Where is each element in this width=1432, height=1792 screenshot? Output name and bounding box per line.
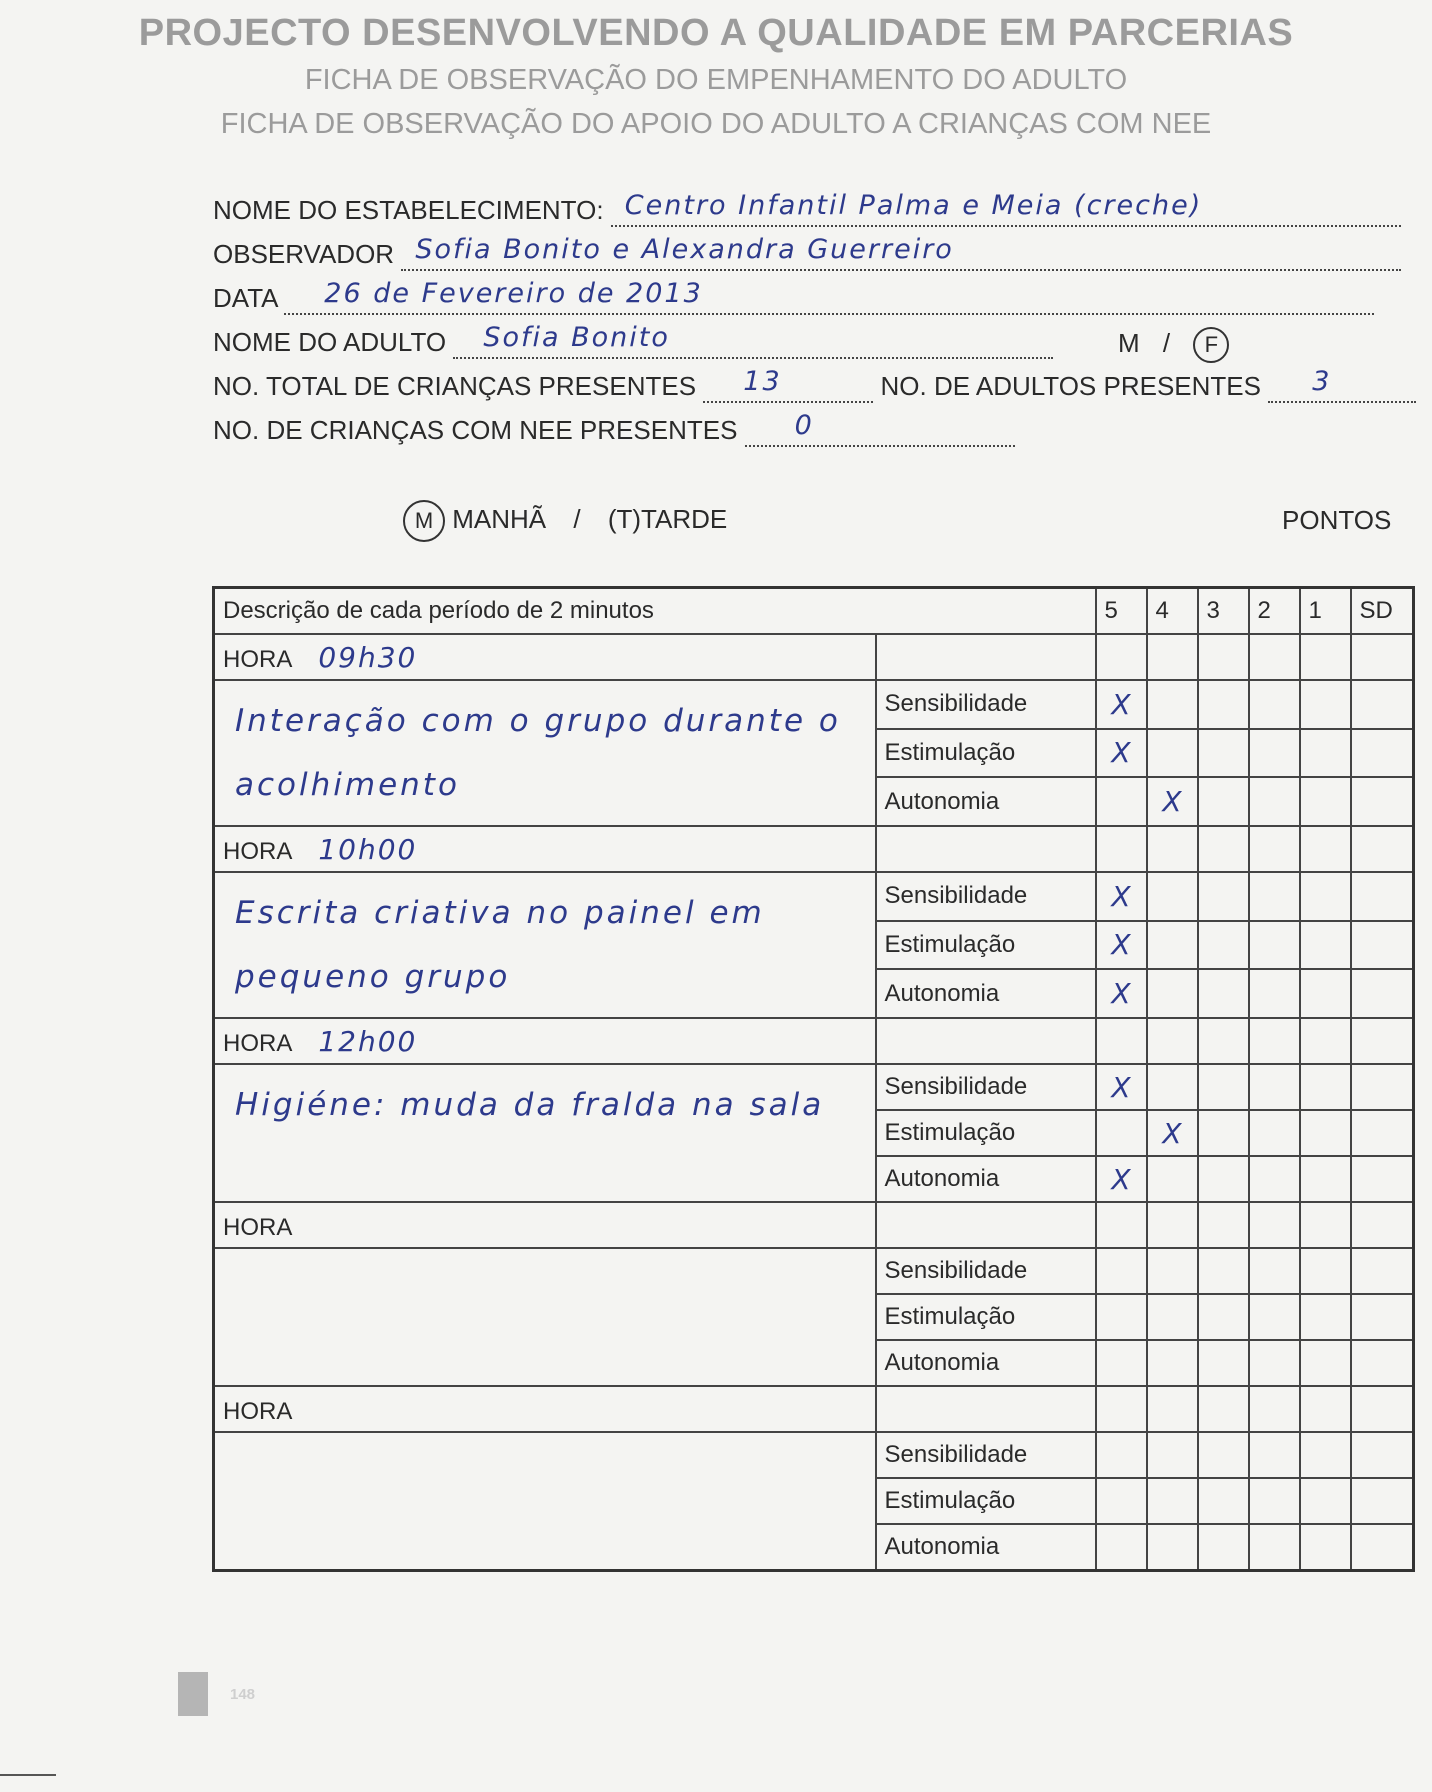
score-cell-2[interactable] bbox=[1249, 680, 1300, 729]
score-cell-2[interactable] bbox=[1249, 1110, 1300, 1156]
hora-score-cell bbox=[1198, 634, 1249, 680]
criterion-row bbox=[214, 1248, 1414, 1294]
score-mark: X bbox=[1111, 928, 1131, 962]
period-description[interactable] bbox=[214, 1248, 876, 1386]
score-cell-5[interactable] bbox=[1096, 777, 1147, 826]
sexo-selector bbox=[1118, 327, 1229, 363]
criterion-label: Estimulação bbox=[876, 729, 1096, 778]
score-cell-sd[interactable] bbox=[1351, 777, 1414, 826]
score-mark: X bbox=[1111, 1162, 1131, 1196]
hora-row bbox=[214, 1018, 1414, 1064]
score-cell-5[interactable] bbox=[1096, 1156, 1147, 1202]
criterion-label: Autonomia bbox=[876, 777, 1096, 826]
score-cell-5[interactable] bbox=[1096, 680, 1147, 729]
criterion-label: Sensibilidade bbox=[876, 872, 1096, 921]
criterion-label: Estimulação bbox=[876, 921, 1096, 970]
score-mark: X bbox=[1111, 879, 1131, 913]
total-criancas-label: NO. TOTAL DE CRIANÇAS PRESENTES bbox=[213, 371, 697, 401]
score-cell-sd[interactable] bbox=[1351, 1432, 1414, 1478]
score-cell-5[interactable] bbox=[1096, 1064, 1147, 1110]
score-cell-5[interactable] bbox=[1096, 1248, 1147, 1294]
score-cell-1[interactable] bbox=[1300, 777, 1351, 826]
sexo-m-option[interactable]: M bbox=[1118, 327, 1140, 358]
turno-separator: / bbox=[573, 503, 581, 534]
score-header-4: 4 bbox=[1147, 588, 1198, 635]
observador-label: OBSERVADOR bbox=[213, 239, 395, 269]
score-cell-4[interactable] bbox=[1147, 1432, 1198, 1478]
hora-score-cell bbox=[1147, 1018, 1198, 1064]
turno-manha-label: MANHÃ bbox=[452, 503, 547, 534]
score-mark: X bbox=[1111, 977, 1131, 1011]
hora-score-cell bbox=[1147, 826, 1198, 872]
form-subtitle-nee: FICHA DE OBSERVAÇÃO DO APOIO DO ADULTO A CRIANÇAS COM NEE bbox=[220, 108, 1212, 140]
score-cell-3[interactable] bbox=[1198, 1248, 1249, 1294]
score-cell-1[interactable] bbox=[1300, 1340, 1351, 1386]
hora-score-cell bbox=[1198, 1018, 1249, 1064]
score-cell-2[interactable] bbox=[1249, 921, 1300, 970]
hora-score-cell bbox=[1147, 1386, 1198, 1432]
hora-cell bbox=[214, 1386, 876, 1432]
hora-label: HORA bbox=[223, 645, 293, 673]
score-cell-1[interactable] bbox=[1300, 729, 1351, 778]
score-cell-3[interactable] bbox=[1198, 1524, 1249, 1571]
score-cell-4[interactable] bbox=[1147, 1156, 1198, 1202]
criterion-row bbox=[214, 680, 1414, 729]
hora-value[interactable]: 09h30 bbox=[318, 640, 418, 674]
score-cell-sd[interactable] bbox=[1351, 1478, 1414, 1524]
score-cell-5[interactable] bbox=[1096, 1110, 1147, 1156]
hora-score-cell bbox=[1249, 1018, 1300, 1064]
hora-score-cell bbox=[1096, 826, 1147, 872]
score-cell-4[interactable] bbox=[1147, 872, 1198, 921]
hora-score-cell bbox=[1249, 1386, 1300, 1432]
nee-label: NO. DE CRIANÇAS COM NEE PRESENTES bbox=[213, 415, 738, 445]
estabelecimento-field bbox=[213, 190, 1401, 227]
observador-line[interactable] bbox=[401, 234, 1401, 271]
desc-header: Descrição de cada período de 2 minutos bbox=[214, 588, 1096, 635]
score-mark: X bbox=[1162, 785, 1182, 819]
hora-blank-cell bbox=[876, 1018, 1096, 1064]
score-header-1: 1 bbox=[1300, 588, 1351, 635]
hora-score-cell bbox=[1096, 1386, 1147, 1432]
score-mark: X bbox=[1111, 1070, 1131, 1104]
score-mark: X bbox=[1111, 687, 1131, 721]
score-cell-3[interactable] bbox=[1198, 1340, 1249, 1386]
hora-score-cell bbox=[1147, 1202, 1198, 1248]
pontos-label: PONTOS bbox=[1282, 505, 1392, 535]
hora-cell bbox=[214, 1018, 876, 1064]
score-cell-3[interactable] bbox=[1198, 1478, 1249, 1524]
adulto-label: NOME DO ADULTO bbox=[213, 327, 447, 357]
score-header-3: 3 bbox=[1198, 588, 1249, 635]
criterion-label: Autonomia bbox=[876, 1340, 1096, 1386]
hora-value[interactable]: 10h00 bbox=[318, 832, 418, 866]
score-mark: X bbox=[1162, 1116, 1182, 1150]
score-cell-4[interactable] bbox=[1147, 1110, 1198, 1156]
sexo-separator: / bbox=[1162, 327, 1171, 358]
score-cell-1[interactable] bbox=[1300, 1110, 1351, 1156]
score-cell-5[interactable] bbox=[1096, 1478, 1147, 1524]
score-header-sd: SD bbox=[1351, 588, 1414, 635]
score-cell-1[interactable] bbox=[1300, 1064, 1351, 1110]
criterion-label: Autonomia bbox=[876, 1156, 1096, 1202]
hora-score-cell bbox=[1300, 1386, 1351, 1432]
hora-label: HORA bbox=[223, 837, 293, 865]
nee-line[interactable] bbox=[745, 410, 1015, 447]
adulto-value: Sofia Bonito bbox=[483, 322, 670, 353]
score-cell-4[interactable] bbox=[1147, 680, 1198, 729]
score-cell-4[interactable] bbox=[1147, 1064, 1198, 1110]
adulto-field bbox=[213, 322, 1053, 359]
score-cell-4[interactable] bbox=[1147, 1340, 1198, 1386]
score-cell-5[interactable] bbox=[1096, 1524, 1147, 1571]
score-cell-1[interactable] bbox=[1300, 872, 1351, 921]
observador-field bbox=[213, 234, 1401, 271]
score-cell-2[interactable] bbox=[1249, 1064, 1300, 1110]
nee-field bbox=[213, 410, 1015, 447]
score-cell-5[interactable] bbox=[1096, 1432, 1147, 1478]
score-cell-3[interactable] bbox=[1198, 1110, 1249, 1156]
score-cell-sd[interactable] bbox=[1351, 1248, 1414, 1294]
score-cell-sd[interactable] bbox=[1351, 1524, 1414, 1571]
period-description[interactable]: Higiéne: muda da fralda na sala bbox=[214, 1064, 876, 1202]
criterion-row bbox=[214, 1432, 1414, 1478]
score-cell-5[interactable] bbox=[1096, 1294, 1147, 1340]
score-cell-3[interactable] bbox=[1198, 729, 1249, 778]
total-criancas-field bbox=[213, 366, 1416, 403]
score-cell-1[interactable] bbox=[1300, 1478, 1351, 1524]
hora-row bbox=[214, 1202, 1414, 1248]
hora-score-cell bbox=[1249, 826, 1300, 872]
hora-cell bbox=[214, 634, 876, 680]
score-cell-3[interactable] bbox=[1198, 872, 1249, 921]
score-cell-1[interactable] bbox=[1300, 680, 1351, 729]
total-criancas-value: 13 bbox=[743, 366, 782, 397]
score-cell-3[interactable] bbox=[1198, 969, 1249, 1018]
data-value: 26 de Fevereiro de 2013 bbox=[324, 278, 703, 309]
score-cell-3[interactable] bbox=[1198, 921, 1249, 970]
page-title: PROJECTO DESENVOLVENDO A QUALIDADE EM PARCERIAS bbox=[138, 12, 1294, 54]
estabelecimento-value: Centro Infantil Palma e Meia (creche) bbox=[624, 190, 1203, 221]
score-cell-3[interactable] bbox=[1198, 680, 1249, 729]
score-cell-sd[interactable] bbox=[1351, 1340, 1414, 1386]
estabelecimento-label: NOME DO ESTABELECIMENTO: bbox=[213, 195, 604, 225]
criterion-label: Estimulação bbox=[876, 1110, 1096, 1156]
data-line[interactable] bbox=[284, 278, 1374, 315]
score-cell-sd[interactable] bbox=[1351, 1110, 1414, 1156]
hora-blank-cell bbox=[876, 826, 1096, 872]
score-cell-2[interactable] bbox=[1249, 969, 1300, 1018]
hora-score-cell bbox=[1198, 826, 1249, 872]
score-cell-2[interactable] bbox=[1249, 777, 1300, 826]
score-cell-3[interactable] bbox=[1198, 1294, 1249, 1340]
score-cell-sd[interactable] bbox=[1351, 969, 1414, 1018]
hora-label: HORA bbox=[223, 1029, 293, 1057]
form-subtitle-empenhamento: FICHA DE OBSERVAÇÃO DO EMPENHAMENTO DO ADULTO bbox=[304, 64, 1128, 96]
hora-label: HORA bbox=[223, 1397, 293, 1425]
hora-score-cell bbox=[1249, 634, 1300, 680]
score-cell-1[interactable] bbox=[1300, 1156, 1351, 1202]
hora-label: HORA bbox=[223, 1213, 293, 1241]
score-cell-1[interactable] bbox=[1300, 1248, 1351, 1294]
hora-row bbox=[214, 1386, 1414, 1432]
hora-score-cell bbox=[1096, 1202, 1147, 1248]
hora-cell bbox=[214, 826, 876, 872]
score-cell-5[interactable] bbox=[1096, 872, 1147, 921]
score-mark: X bbox=[1111, 736, 1131, 770]
score-cell-2[interactable] bbox=[1249, 1248, 1300, 1294]
score-cell-2[interactable] bbox=[1249, 729, 1300, 778]
criterion-label: Estimulação bbox=[876, 1478, 1096, 1524]
score-cell-2[interactable] bbox=[1249, 1432, 1300, 1478]
score-cell-3[interactable] bbox=[1198, 777, 1249, 826]
hora-score-cell bbox=[1198, 1386, 1249, 1432]
criterion-label: Sensibilidade bbox=[876, 680, 1096, 729]
criterion-label: Autonomia bbox=[876, 1524, 1096, 1571]
score-cell-1[interactable] bbox=[1300, 969, 1351, 1018]
score-header-5: 5 bbox=[1096, 588, 1147, 635]
margin-mark bbox=[0, 1774, 56, 1776]
period-description[interactable]: Escrita criativa no painel em pequeno grupo bbox=[214, 872, 876, 1018]
hora-score-cell bbox=[1351, 826, 1414, 872]
hora-score-cell bbox=[1249, 1202, 1300, 1248]
score-cell-2[interactable] bbox=[1249, 1524, 1300, 1571]
score-cell-3[interactable] bbox=[1198, 1064, 1249, 1110]
hora-score-cell bbox=[1198, 1202, 1249, 1248]
hora-score-cell bbox=[1096, 634, 1147, 680]
score-cell-4[interactable] bbox=[1147, 729, 1198, 778]
score-cell-2[interactable] bbox=[1249, 872, 1300, 921]
score-cell-4[interactable] bbox=[1147, 969, 1198, 1018]
hora-score-cell bbox=[1351, 1202, 1414, 1248]
score-cell-2[interactable] bbox=[1249, 1156, 1300, 1202]
score-cell-5[interactable] bbox=[1096, 969, 1147, 1018]
adultos-value: 3 bbox=[1312, 366, 1332, 397]
score-cell-5[interactable] bbox=[1096, 729, 1147, 778]
hora-score-cell bbox=[1147, 634, 1198, 680]
score-cell-sd[interactable] bbox=[1351, 872, 1414, 921]
score-cell-5[interactable] bbox=[1096, 921, 1147, 970]
score-cell-1[interactable] bbox=[1300, 1294, 1351, 1340]
score-cell-sd[interactable] bbox=[1351, 921, 1414, 970]
criterion-label: Sensibilidade bbox=[876, 1064, 1096, 1110]
criterion-label: Sensibilidade bbox=[876, 1432, 1096, 1478]
hora-score-cell bbox=[1300, 1018, 1351, 1064]
score-cell-4[interactable] bbox=[1147, 1524, 1198, 1571]
score-cell-1[interactable] bbox=[1300, 1432, 1351, 1478]
hora-score-cell bbox=[1351, 1386, 1414, 1432]
score-cell-sd[interactable] bbox=[1351, 1064, 1414, 1110]
score-cell-4[interactable] bbox=[1147, 777, 1198, 826]
score-cell-4[interactable] bbox=[1147, 921, 1198, 970]
adulto-line[interactable] bbox=[453, 322, 1053, 359]
score-cell-sd[interactable] bbox=[1351, 1294, 1414, 1340]
hora-row bbox=[214, 826, 1414, 872]
score-cell-1[interactable] bbox=[1300, 921, 1351, 970]
data-field bbox=[213, 278, 1374, 315]
estabelecimento-line[interactable] bbox=[611, 190, 1401, 227]
hora-blank-cell bbox=[876, 1202, 1096, 1248]
data-label: DATA bbox=[213, 283, 278, 313]
period-description[interactable]: Interação com o grupo durante o acolhimento bbox=[214, 680, 876, 826]
hora-score-cell bbox=[1351, 634, 1414, 680]
sexo-f-option-circled[interactable]: F bbox=[1193, 327, 1229, 363]
score-cell-sd[interactable] bbox=[1351, 1156, 1414, 1202]
hora-blank-cell bbox=[876, 634, 1096, 680]
hora-blank-cell bbox=[876, 1386, 1096, 1432]
observation-table bbox=[212, 586, 1415, 1572]
score-cell-1[interactable] bbox=[1300, 1524, 1351, 1571]
score-header-2: 2 bbox=[1249, 588, 1300, 635]
adultos-label: NO. DE ADULTOS PRESENTES bbox=[880, 371, 1261, 401]
criterion-row bbox=[214, 872, 1414, 921]
score-cell-3[interactable] bbox=[1198, 1156, 1249, 1202]
score-cell-2[interactable] bbox=[1249, 1294, 1300, 1340]
hora-score-cell bbox=[1300, 1202, 1351, 1248]
score-cell-sd[interactable] bbox=[1351, 729, 1414, 778]
hora-row bbox=[214, 634, 1414, 680]
turno-selector bbox=[403, 500, 727, 542]
score-cell-4[interactable] bbox=[1147, 1248, 1198, 1294]
page-number: 148 bbox=[230, 1686, 256, 1703]
hora-value[interactable]: 12h00 bbox=[318, 1024, 418, 1058]
period-description[interactable] bbox=[214, 1432, 876, 1571]
turno-manha-circled[interactable]: M bbox=[403, 500, 445, 542]
score-cell-4[interactable] bbox=[1147, 1478, 1198, 1524]
score-cell-sd[interactable] bbox=[1351, 680, 1414, 729]
hora-score-cell bbox=[1300, 634, 1351, 680]
hora-score-cell bbox=[1096, 1018, 1147, 1064]
observador-value: Sofia Bonito e Alexandra Guerreiro bbox=[415, 234, 954, 265]
table-header-row bbox=[214, 588, 1414, 635]
criterion-label: Sensibilidade bbox=[876, 1248, 1096, 1294]
score-cell-2[interactable] bbox=[1249, 1478, 1300, 1524]
page-number-tab bbox=[178, 1672, 256, 1716]
hora-score-cell bbox=[1300, 826, 1351, 872]
score-cell-2[interactable] bbox=[1249, 1340, 1300, 1386]
total-criancas-line[interactable] bbox=[703, 366, 873, 403]
score-cell-3[interactable] bbox=[1198, 1432, 1249, 1478]
hora-cell bbox=[214, 1202, 876, 1248]
criterion-label: Autonomia bbox=[876, 969, 1096, 1018]
score-cell-4[interactable] bbox=[1147, 1294, 1198, 1340]
turno-tarde-option[interactable]: (T)TARDE bbox=[607, 503, 728, 534]
criterion-row bbox=[214, 1064, 1414, 1110]
score-cell-5[interactable] bbox=[1096, 1340, 1147, 1386]
adultos-line[interactable] bbox=[1268, 366, 1416, 403]
nee-value: 0 bbox=[794, 410, 814, 441]
criterion-label: Estimulação bbox=[876, 1294, 1096, 1340]
hora-score-cell bbox=[1351, 1018, 1414, 1064]
